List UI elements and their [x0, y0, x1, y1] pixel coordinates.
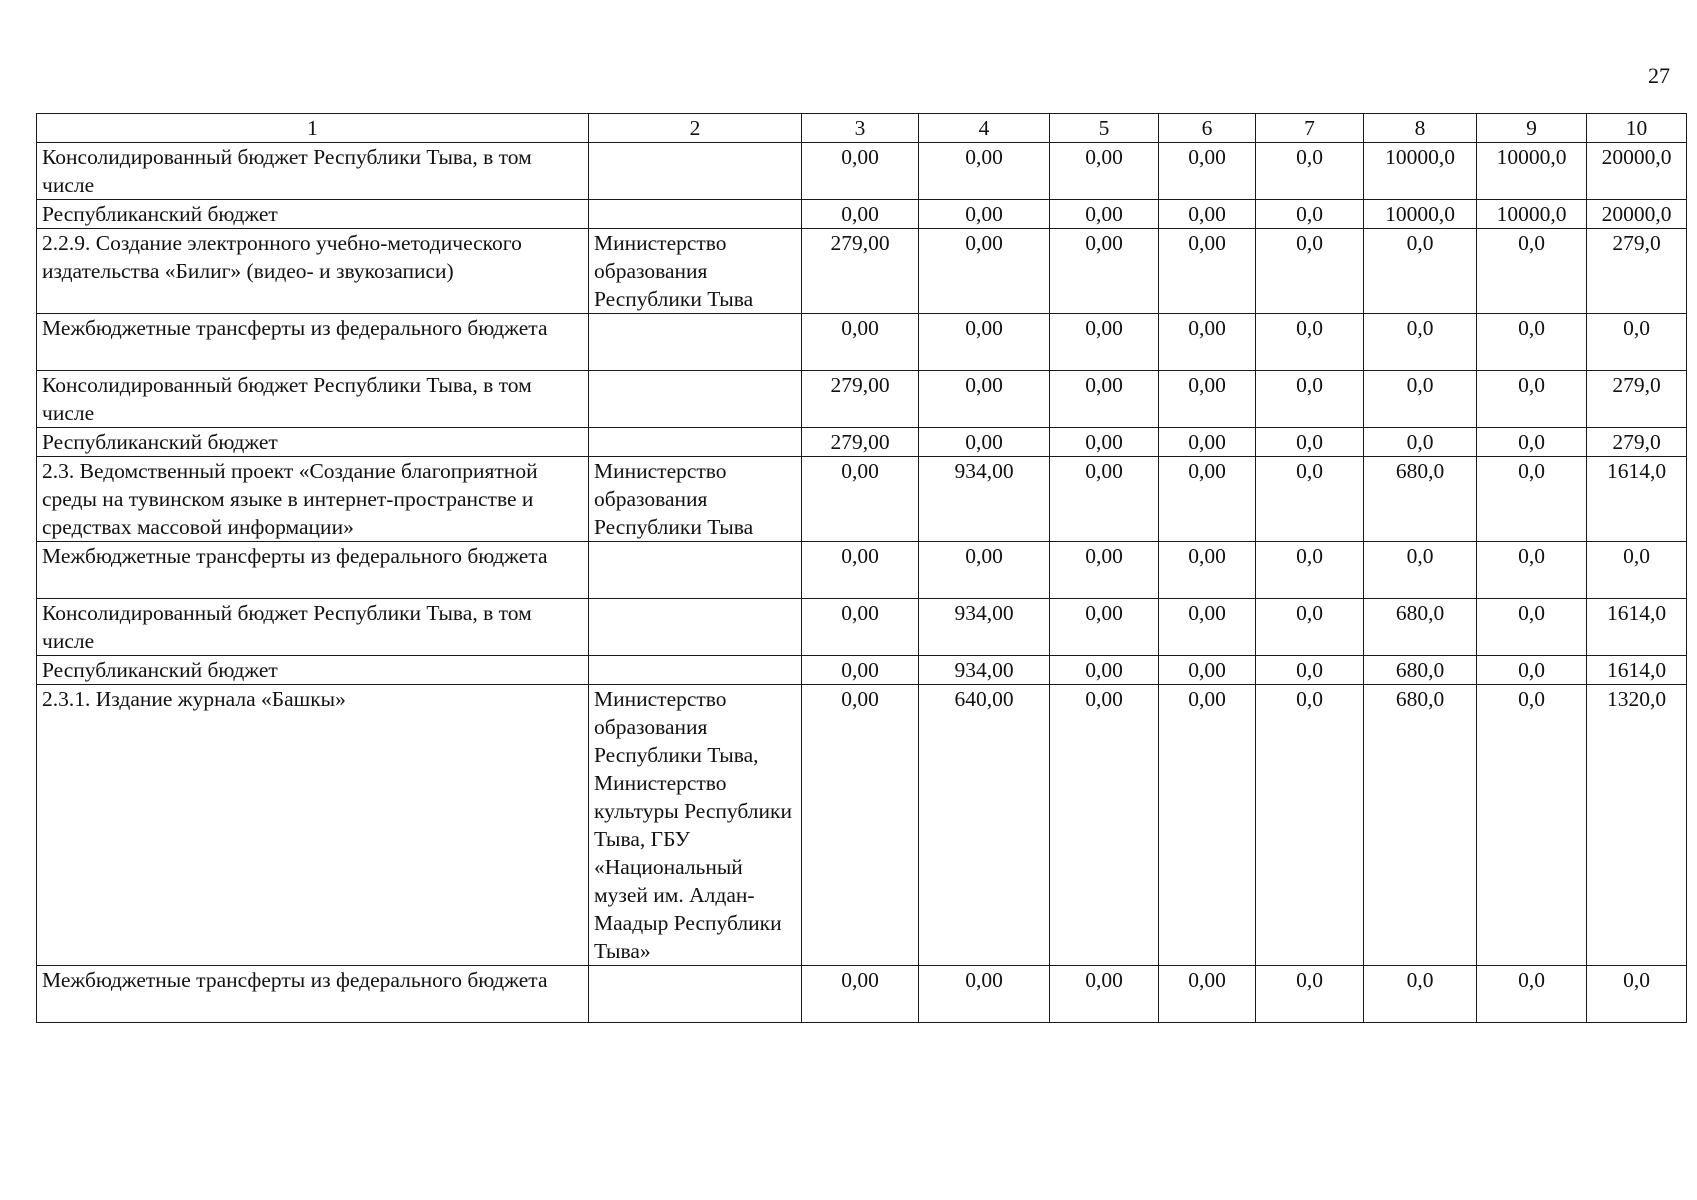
value-cell: 20000,0	[1587, 143, 1687, 200]
value-cell: 0,00	[802, 457, 919, 542]
row-name-cell: Консолидированный бюджет Республики Тыва, в том числе	[37, 143, 589, 200]
value-cell: 0,0	[1364, 542, 1477, 599]
table-row	[37, 428, 1687, 457]
value-cell: 0,00	[802, 656, 919, 685]
value-cell: 0,00	[1159, 966, 1256, 1023]
column-header: 6	[1159, 114, 1256, 143]
value-cell: 0,00	[802, 542, 919, 599]
value-cell: 934,00	[919, 656, 1050, 685]
value-cell: 0,00	[1050, 428, 1159, 457]
row-name-cell: Республиканский бюджет	[37, 200, 589, 229]
column-header: 1	[37, 114, 589, 143]
value-cell: 680,0	[1364, 656, 1477, 685]
value-cell: 0,00	[1050, 143, 1159, 200]
value-cell: 0,00	[1159, 656, 1256, 685]
value-cell: 279,00	[802, 229, 919, 314]
value-cell: 0,00	[1159, 685, 1256, 966]
value-cell: 0,00	[802, 143, 919, 200]
table-row	[37, 656, 1687, 685]
value-cell: 1614,0	[1587, 656, 1687, 685]
value-cell: 0,0	[1364, 966, 1477, 1023]
value-cell: 0,00	[1050, 966, 1159, 1023]
value-cell: 0,00	[1050, 314, 1159, 371]
value-cell: 0,00	[802, 200, 919, 229]
value-cell: 0,0	[1477, 229, 1587, 314]
value-cell: 0,0	[1477, 314, 1587, 371]
value-cell: 0,0	[1256, 656, 1364, 685]
value-cell: 1320,0	[1587, 685, 1687, 966]
value-cell: 0,0	[1477, 542, 1587, 599]
table-row	[37, 200, 1687, 229]
table-row	[37, 685, 1687, 966]
row-name-cell: 2.2.9. Создание электронного учебно-методического издательства «Билиг» (видео- и звукозаписи)	[37, 229, 589, 314]
value-cell: 1614,0	[1587, 457, 1687, 542]
value-cell: 0,0	[1256, 314, 1364, 371]
column-header: 2	[589, 114, 802, 143]
value-cell: 0,00	[1159, 143, 1256, 200]
responsible-cell	[589, 371, 802, 428]
value-cell: 0,00	[919, 229, 1050, 314]
value-cell: 279,0	[1587, 371, 1687, 428]
value-cell: 934,00	[919, 457, 1050, 542]
row-name-cell: 2.3.1. Издание журнала «Башкы»	[37, 685, 589, 966]
value-cell: 0,00	[1050, 457, 1159, 542]
value-cell: 20000,0	[1587, 200, 1687, 229]
row-name-cell: Межбюджетные трансферты из федерального бюджета	[37, 542, 589, 599]
value-cell: 0,0	[1587, 542, 1687, 599]
value-cell: 0,00	[919, 966, 1050, 1023]
value-cell: 0,00	[919, 371, 1050, 428]
column-header: 3	[802, 114, 919, 143]
responsible-cell: Министерство образования Республики Тыва, Министерство культуры Республики Тыва, ГБУ «Национальный музей им. Алдан-Маадыр Республики Тыва»	[589, 685, 802, 966]
value-cell: 0,00	[1159, 457, 1256, 542]
value-cell: 0,0	[1256, 599, 1364, 656]
value-cell: 0,0	[1256, 143, 1364, 200]
value-cell: 279,00	[802, 428, 919, 457]
column-header: 8	[1364, 114, 1477, 143]
value-cell: 0,0	[1364, 229, 1477, 314]
value-cell: 0,0	[1256, 457, 1364, 542]
row-name-cell: Республиканский бюджет	[37, 656, 589, 685]
value-cell: 0,0	[1256, 542, 1364, 599]
value-cell: 0,00	[1159, 200, 1256, 229]
value-cell: 0,0	[1477, 685, 1587, 966]
value-cell: 10000,0	[1364, 143, 1477, 200]
value-cell: 0,0	[1587, 966, 1687, 1023]
responsible-cell	[589, 428, 802, 457]
responsible-cell	[589, 200, 802, 229]
value-cell: 10000,0	[1477, 143, 1587, 200]
page-number: 27	[1648, 63, 1670, 88]
value-cell: 0,00	[802, 599, 919, 656]
value-cell: 680,0	[1364, 685, 1477, 966]
value-cell: 0,00	[802, 314, 919, 371]
table-row	[37, 599, 1687, 656]
responsible-cell	[589, 542, 802, 599]
row-name-cell: Межбюджетные трансферты из федерального бюджета	[37, 966, 589, 1023]
table-row	[37, 143, 1687, 200]
table-row	[37, 314, 1687, 371]
column-header: 10	[1587, 114, 1687, 143]
value-cell: 0,00	[1050, 200, 1159, 229]
column-header: 7	[1256, 114, 1364, 143]
value-cell: 0,00	[919, 542, 1050, 599]
value-cell: 0,00	[1159, 542, 1256, 599]
value-cell: 0,0	[1477, 457, 1587, 542]
value-cell: 680,0	[1364, 599, 1477, 656]
value-cell: 0,0	[1256, 428, 1364, 457]
responsible-cell: Министерство образования Республики Тыва	[589, 457, 802, 542]
value-cell: 0,0	[1256, 966, 1364, 1023]
value-cell: 0,0	[1256, 371, 1364, 428]
value-cell: 0,0	[1364, 428, 1477, 457]
value-cell: 279,0	[1587, 229, 1687, 314]
value-cell: 10000,0	[1364, 200, 1477, 229]
table-row	[37, 229, 1687, 314]
value-cell: 0,0	[1364, 314, 1477, 371]
table-row	[37, 457, 1687, 542]
column-header: 9	[1477, 114, 1587, 143]
value-cell: 0,00	[802, 966, 919, 1023]
value-cell: 0,00	[802, 685, 919, 966]
row-name-cell: 2.3. Ведомственный проект «Создание благоприятной среды на тувинском языке в интернет-пространстве и средствах массовой информации»	[37, 457, 589, 542]
value-cell: 0,00	[1050, 371, 1159, 428]
budget-table	[36, 113, 1687, 1023]
value-cell: 0,00	[919, 428, 1050, 457]
value-cell: 279,0	[1587, 428, 1687, 457]
value-cell: 1614,0	[1587, 599, 1687, 656]
value-cell: 0,0	[1477, 966, 1587, 1023]
table-row	[37, 542, 1687, 599]
value-cell: 0,0	[1364, 371, 1477, 428]
row-name-cell: Консолидированный бюджет Республики Тыва, в том числе	[37, 371, 589, 428]
row-name-cell: Консолидированный бюджет Республики Тыва, в том числе	[37, 599, 589, 656]
column-header: 4	[919, 114, 1050, 143]
value-cell: 279,00	[802, 371, 919, 428]
value-cell: 0,00	[1050, 542, 1159, 599]
value-cell: 0,0	[1477, 428, 1587, 457]
value-cell: 934,00	[919, 599, 1050, 656]
table-row	[37, 966, 1687, 1023]
value-cell: 0,00	[919, 143, 1050, 200]
responsible-cell	[589, 143, 802, 200]
value-cell: 0,00	[1159, 599, 1256, 656]
value-cell: 0,00	[1159, 314, 1256, 371]
value-cell: 0,00	[1050, 685, 1159, 966]
header-row	[37, 114, 1687, 143]
value-cell: 0,0	[1477, 656, 1587, 685]
value-cell: 0,00	[1050, 656, 1159, 685]
responsible-cell	[589, 656, 802, 685]
value-cell: 0,0	[1256, 200, 1364, 229]
table-row	[37, 371, 1687, 428]
value-cell: 0,0	[1256, 685, 1364, 966]
value-cell: 680,0	[1364, 457, 1477, 542]
value-cell: 0,0	[1587, 314, 1687, 371]
value-cell: 0,0	[1477, 599, 1587, 656]
value-cell: 0,0	[1256, 229, 1364, 314]
responsible-cell	[589, 599, 802, 656]
responsible-cell	[589, 314, 802, 371]
value-cell: 0,00	[919, 200, 1050, 229]
value-cell: 0,00	[1159, 428, 1256, 457]
value-cell: 0,0	[1477, 371, 1587, 428]
value-cell: 0,00	[919, 314, 1050, 371]
value-cell: 640,00	[919, 685, 1050, 966]
value-cell: 0,00	[1050, 599, 1159, 656]
row-name-cell: Республиканский бюджет	[37, 428, 589, 457]
responsible-cell: Министерство образования Республики Тыва	[589, 229, 802, 314]
value-cell: 0,00	[1050, 229, 1159, 314]
responsible-cell	[589, 966, 802, 1023]
value-cell: 0,00	[1159, 371, 1256, 428]
row-name-cell: Межбюджетные трансферты из федерального бюджета	[37, 314, 589, 371]
column-header: 5	[1050, 114, 1159, 143]
value-cell: 10000,0	[1477, 200, 1587, 229]
value-cell: 0,00	[1159, 229, 1256, 314]
